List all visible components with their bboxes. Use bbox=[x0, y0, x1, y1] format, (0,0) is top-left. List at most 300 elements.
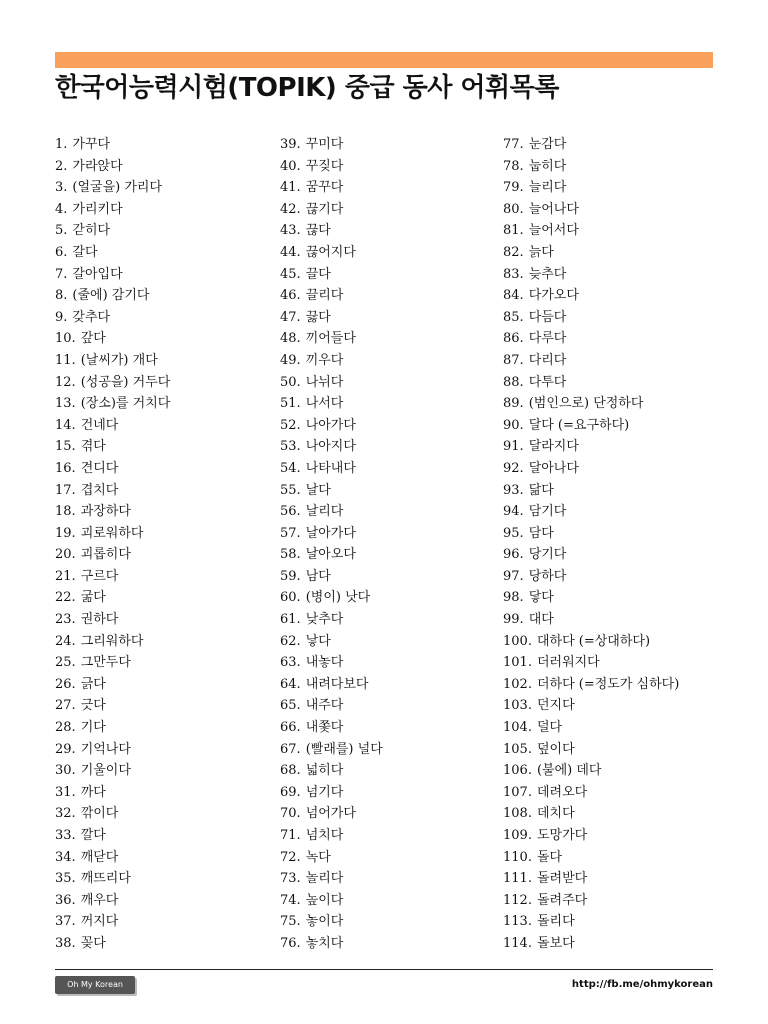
vocab-word: 돌려받다 bbox=[536, 871, 588, 887]
vocab-word: 날리다 bbox=[305, 504, 344, 520]
vocab-item bbox=[503, 631, 679, 653]
vocab-number: 37. bbox=[55, 914, 76, 930]
vocab-word: 그리워하다 bbox=[80, 633, 144, 649]
vocab-item bbox=[55, 328, 106, 350]
vocab-item bbox=[280, 803, 383, 825]
vocab-number: 109. bbox=[503, 828, 532, 843]
vocab-number: 101. bbox=[503, 655, 532, 671]
vocab-item bbox=[55, 177, 163, 199]
vocab-item bbox=[503, 307, 679, 329]
vocab-number: 13. bbox=[55, 396, 76, 412]
vocab-number: 114. bbox=[503, 935, 532, 951]
vocab-word: 갇히다 bbox=[72, 223, 111, 239]
vocab-number: 21. bbox=[55, 568, 76, 584]
vocab-item bbox=[280, 177, 383, 199]
vocab-word: 넓히다 bbox=[305, 763, 344, 779]
vocab-column-3 bbox=[503, 134, 679, 955]
footer-url: http://fb.me/ohmykorean bbox=[571, 979, 713, 990]
vocab-item bbox=[503, 285, 679, 307]
vocab-word: 긁다 bbox=[80, 676, 106, 692]
vocab-item bbox=[55, 372, 171, 394]
vocab-word: 닿다 bbox=[528, 590, 554, 606]
vocab-word: 내려다보다 bbox=[305, 676, 369, 692]
vocab-number: 106. bbox=[503, 763, 532, 779]
vocab-word: 도망가다 bbox=[536, 828, 588, 843]
vocab-number: 80. bbox=[503, 201, 524, 217]
vocab-word: 대하다 (=상대하다) bbox=[536, 633, 651, 649]
vocab-item bbox=[280, 609, 383, 631]
vocab-word: (날씨가) 개다 bbox=[80, 352, 158, 368]
vocab-word: (얼굴을) 가리다 bbox=[72, 180, 163, 196]
vocab-word: 가리키다 bbox=[72, 201, 123, 217]
vocab-word: 높이다 bbox=[305, 892, 344, 908]
vocab-number: 48. bbox=[280, 331, 301, 347]
vocab-word: 달아나다 bbox=[528, 460, 579, 476]
vocab-word: 깨뜨리다 bbox=[80, 871, 131, 887]
vocab-number: 17. bbox=[55, 482, 76, 498]
vocab-item bbox=[503, 328, 679, 350]
vocab-item bbox=[55, 307, 111, 329]
vocab-word: 다가오다 bbox=[528, 288, 579, 304]
vocab-word: 기울이다 bbox=[80, 763, 131, 779]
vocab-number: 85. bbox=[503, 309, 524, 325]
vocab-item bbox=[280, 350, 383, 372]
vocab-number: 71. bbox=[280, 828, 301, 843]
vocab-number: 3. bbox=[55, 180, 68, 196]
vocab-item bbox=[503, 587, 679, 609]
vocab-item bbox=[280, 868, 383, 890]
vocab-number: 26. bbox=[55, 676, 76, 692]
vocab-number: 44. bbox=[280, 244, 301, 260]
vocab-word: (빨래를) 널다 bbox=[305, 741, 383, 757]
vocab-item bbox=[503, 264, 679, 286]
vocab-item bbox=[503, 911, 679, 933]
vocab-item bbox=[280, 825, 383, 847]
vocab-number: 39. bbox=[280, 137, 301, 152]
vocab-word: 가라앉다 bbox=[72, 158, 123, 174]
vocab-item bbox=[55, 480, 119, 502]
vocab-item bbox=[55, 199, 123, 221]
vocab-number: 10. bbox=[55, 331, 76, 347]
vocab-word: 넘기다 bbox=[305, 784, 344, 800]
vocab-number: 42. bbox=[280, 201, 301, 217]
vocab-item bbox=[55, 436, 106, 458]
vocab-item bbox=[503, 501, 679, 523]
vocab-word: 깨닫다 bbox=[80, 849, 119, 865]
vocab-number: 22. bbox=[55, 590, 76, 606]
vocab-word: 긋다 bbox=[80, 698, 106, 714]
vocab-word: 기억나다 bbox=[80, 741, 131, 757]
vocab-number: 19. bbox=[55, 525, 76, 541]
vocab-word: 갈아입다 bbox=[72, 266, 123, 282]
vocab-number: 111. bbox=[503, 871, 532, 887]
vocab-item bbox=[280, 717, 383, 739]
vocab-item bbox=[503, 847, 679, 869]
vocab-item bbox=[503, 436, 679, 458]
vocab-number: 33. bbox=[55, 828, 76, 843]
vocab-word: 데치다 bbox=[536, 806, 575, 822]
vocab-item bbox=[55, 890, 119, 912]
vocab-column-1 bbox=[55, 134, 171, 955]
vocab-word: 과장하다 bbox=[80, 504, 131, 520]
vocab-word: 덮이다 bbox=[536, 741, 575, 757]
vocab-number: 5. bbox=[55, 223, 68, 239]
vocab-number: 29. bbox=[55, 741, 76, 757]
vocab-item bbox=[55, 825, 106, 847]
vocab-item bbox=[503, 350, 679, 372]
vocab-number: 34. bbox=[55, 849, 76, 865]
vocab-word: 닮다 bbox=[528, 482, 554, 498]
vocab-word: 넘치다 bbox=[305, 828, 344, 843]
vocab-word: 놓치다 bbox=[305, 935, 344, 951]
vocab-word: 갖추다 bbox=[72, 309, 111, 325]
vocab-item bbox=[503, 782, 679, 804]
vocab-word: 내놓다 bbox=[305, 655, 344, 671]
vocab-word: 더러워지다 bbox=[536, 655, 600, 671]
vocab-number: 99. bbox=[503, 612, 524, 628]
vocab-number: 78. bbox=[503, 158, 524, 174]
vocab-item bbox=[503, 458, 679, 480]
vocab-item bbox=[55, 695, 106, 717]
vocab-item bbox=[55, 933, 106, 955]
vocab-item bbox=[55, 220, 111, 242]
vocab-word: 가꾸다 bbox=[72, 137, 111, 152]
vocab-number: 64. bbox=[280, 676, 301, 692]
vocab-item bbox=[503, 609, 679, 631]
vocab-word: 기다 bbox=[80, 720, 106, 736]
vocab-item bbox=[280, 501, 383, 523]
oh-my-korean-logo: Oh My Korean bbox=[55, 976, 135, 994]
vocab-word: (줄에) 감기다 bbox=[72, 288, 150, 304]
vocab-number: 55. bbox=[280, 482, 301, 498]
vocab-word: (병이) 낫다 bbox=[305, 590, 371, 606]
vocab-item bbox=[55, 911, 119, 933]
vocab-word: 까다 bbox=[80, 784, 106, 800]
vocab-word: 끊기다 bbox=[305, 201, 344, 217]
vocab-number: 36. bbox=[55, 892, 76, 908]
vocab-word: 데려오다 bbox=[536, 784, 588, 800]
vocab-number: 25. bbox=[55, 655, 76, 671]
vocab-word: 꺼지다 bbox=[80, 914, 119, 930]
vocab-item bbox=[503, 372, 679, 394]
vocab-word: 다리다 bbox=[528, 352, 567, 368]
vocab-word: 덜다 bbox=[536, 720, 563, 736]
vocab-item bbox=[55, 393, 171, 415]
vocab-item bbox=[55, 631, 144, 653]
vocab-word: 다듬다 bbox=[528, 309, 567, 325]
vocab-item bbox=[503, 242, 679, 264]
vocab-item bbox=[503, 825, 679, 847]
vocab-number: 83. bbox=[503, 266, 524, 282]
vocab-item bbox=[503, 523, 679, 545]
vocab-number: 16. bbox=[55, 460, 76, 476]
vocab-item bbox=[55, 803, 119, 825]
vocab-item bbox=[503, 393, 679, 415]
vocab-word: 다루다 bbox=[528, 331, 567, 347]
vocab-number: 69. bbox=[280, 784, 301, 800]
vocab-number: 7. bbox=[55, 266, 68, 282]
vocab-word: 깎이다 bbox=[80, 806, 119, 822]
vocab-number: 38. bbox=[55, 935, 76, 951]
vocab-word: 깔다 bbox=[80, 828, 106, 843]
vocab-word: 늦추다 bbox=[528, 266, 567, 282]
vocab-word: 더하다 (=정도가 심하다) bbox=[536, 676, 680, 692]
vocab-number: 107. bbox=[503, 784, 532, 800]
vocab-number: 6. bbox=[55, 244, 68, 260]
vocab-item bbox=[55, 134, 111, 156]
vocab-word: 그만두다 bbox=[80, 655, 131, 671]
vocab-item bbox=[55, 285, 150, 307]
vocab-number: 53. bbox=[280, 439, 301, 455]
vocab-item bbox=[280, 134, 383, 156]
vocab-word: 굶다 bbox=[80, 590, 106, 606]
vocab-word: 넘어가다 bbox=[305, 806, 356, 822]
vocab-word: (불에) 데다 bbox=[536, 763, 602, 779]
vocab-word: 끊다 bbox=[305, 223, 331, 239]
vocab-number: 47. bbox=[280, 309, 301, 325]
vocab-number: 92. bbox=[503, 460, 524, 476]
vocab-word: 늘어서다 bbox=[528, 223, 579, 239]
vocab-item bbox=[280, 372, 383, 394]
vocab-number: 40. bbox=[280, 158, 301, 174]
vocab-number: 70. bbox=[280, 806, 301, 822]
vocab-word: 당하다 bbox=[528, 568, 567, 584]
vocab-item bbox=[280, 890, 383, 912]
vocab-word: 낮추다 bbox=[305, 612, 344, 628]
vocab-item bbox=[280, 674, 383, 696]
vocab-number: 113. bbox=[503, 914, 532, 930]
vocab-item bbox=[503, 760, 679, 782]
vocab-number: 59. bbox=[280, 568, 301, 584]
vocab-item bbox=[55, 587, 106, 609]
vocab-item bbox=[280, 328, 383, 350]
vocab-item bbox=[280, 199, 383, 221]
vocab-number: 98. bbox=[503, 590, 524, 606]
vocab-word: 권하다 bbox=[80, 612, 119, 628]
vocab-number: 27. bbox=[55, 698, 76, 714]
vocab-number: 110. bbox=[503, 849, 532, 865]
vocab-number: 100. bbox=[503, 633, 532, 649]
vocab-word: 놓이다 bbox=[305, 914, 344, 930]
vocab-item bbox=[503, 803, 679, 825]
vocab-number: 28. bbox=[55, 720, 76, 736]
vocab-word: 나아가다 bbox=[305, 417, 356, 433]
vocab-number: 45. bbox=[280, 266, 301, 282]
vocab-word: 낳다 bbox=[305, 633, 331, 649]
vocab-word: 괴롭히다 bbox=[80, 547, 131, 563]
vocab-item bbox=[503, 544, 679, 566]
vocab-word: 담기다 bbox=[528, 504, 567, 520]
vocab-number: 23. bbox=[55, 612, 76, 628]
vocab-word: 꿈꾸다 bbox=[305, 180, 344, 196]
vocab-word: 돌보다 bbox=[536, 935, 575, 951]
vocab-word: 날아가다 bbox=[305, 525, 356, 541]
vocab-item bbox=[503, 933, 679, 955]
vocab-item bbox=[55, 566, 119, 588]
vocab-number: 68. bbox=[280, 763, 301, 779]
vocab-item bbox=[503, 134, 679, 156]
vocab-number: 73. bbox=[280, 871, 301, 887]
vocab-item bbox=[280, 436, 383, 458]
vocab-word: 깨우다 bbox=[80, 892, 119, 908]
vocab-item bbox=[280, 415, 383, 437]
vocab-number: 74. bbox=[280, 892, 301, 908]
vocab-item bbox=[503, 177, 679, 199]
vocab-item bbox=[55, 652, 131, 674]
vocab-word: 눈감다 bbox=[528, 137, 567, 152]
vocab-number: 75. bbox=[280, 914, 301, 930]
vocab-number: 32. bbox=[55, 806, 76, 822]
vocab-number: 77. bbox=[503, 137, 524, 152]
vocab-item bbox=[503, 652, 679, 674]
vocab-item bbox=[55, 458, 119, 480]
vocab-item bbox=[503, 566, 679, 588]
vocab-word: 꽂다 bbox=[80, 935, 106, 951]
vocab-number: 46. bbox=[280, 288, 301, 304]
vocab-number: 97. bbox=[503, 568, 524, 584]
vocab-number: 90. bbox=[503, 417, 524, 433]
vocab-item bbox=[503, 890, 679, 912]
vocab-number: 52. bbox=[280, 417, 301, 433]
vocab-number: 50. bbox=[280, 374, 301, 390]
vocab-number: 60. bbox=[280, 590, 301, 606]
vocab-item bbox=[503, 156, 679, 178]
vocab-item bbox=[55, 523, 144, 545]
vocab-item bbox=[55, 609, 119, 631]
vocab-number: 57. bbox=[280, 525, 301, 541]
vocab-word: 나타내다 bbox=[305, 460, 356, 476]
vocab-word: (성공을) 거두다 bbox=[80, 374, 171, 390]
vocab-word: 겹치다 bbox=[80, 482, 119, 498]
vocab-word: 끊어지다 bbox=[305, 244, 356, 260]
vocab-item bbox=[280, 566, 383, 588]
vocab-word: 나서다 bbox=[305, 396, 344, 412]
vocab-word: 돌리다 bbox=[536, 914, 575, 930]
vocab-item bbox=[55, 415, 119, 437]
vocab-item bbox=[55, 739, 131, 761]
vocab-number: 11. bbox=[55, 352, 76, 368]
vocab-number: 65. bbox=[280, 698, 301, 714]
vocab-number: 14. bbox=[55, 417, 76, 433]
vocab-item bbox=[55, 847, 119, 869]
vocab-number: 62. bbox=[280, 633, 301, 649]
vocab-number: 35. bbox=[55, 871, 76, 887]
vocab-item bbox=[280, 782, 383, 804]
vocab-number: 103. bbox=[503, 698, 532, 714]
vocab-number: 76. bbox=[280, 935, 301, 951]
vocab-word: 건네다 bbox=[80, 417, 119, 433]
vocab-item bbox=[55, 264, 123, 286]
vocab-number: 91. bbox=[503, 439, 524, 455]
vocab-item bbox=[55, 760, 131, 782]
vocab-word: 녹다 bbox=[305, 849, 331, 865]
vocab-number: 96. bbox=[503, 547, 524, 563]
vocab-item bbox=[280, 933, 383, 955]
vocab-item bbox=[503, 717, 679, 739]
vocab-word: 꾸짖다 bbox=[305, 158, 344, 174]
vocab-number: 2. bbox=[55, 158, 68, 174]
vocab-item bbox=[55, 674, 106, 696]
vocab-word: 돌려주다 bbox=[536, 892, 588, 908]
vocab-column-2 bbox=[280, 134, 383, 955]
vocab-word: 나뉘다 bbox=[305, 374, 344, 390]
vocab-word: 달다 (=요구하다) bbox=[528, 417, 630, 433]
vocab-item bbox=[503, 199, 679, 221]
vocab-number: 66. bbox=[280, 720, 301, 736]
vocab-item bbox=[280, 847, 383, 869]
vocab-number: 82. bbox=[503, 244, 524, 260]
vocab-item bbox=[55, 544, 131, 566]
vocab-number: 108. bbox=[503, 806, 532, 822]
vocab-word: 갈다 bbox=[72, 244, 98, 260]
header-accent-bar bbox=[55, 52, 713, 68]
vocab-item bbox=[503, 415, 679, 437]
vocab-number: 81. bbox=[503, 223, 524, 239]
vocab-item bbox=[280, 695, 383, 717]
vocab-word: 던지다 bbox=[536, 698, 575, 714]
vocab-number: 84. bbox=[503, 288, 524, 304]
page-title: 한국어능력시험(TOPIK) 중급 동사 어휘목록 bbox=[55, 73, 559, 103]
vocab-word: 늙다 bbox=[528, 244, 554, 260]
vocab-item bbox=[280, 307, 383, 329]
vocab-number: 31. bbox=[55, 784, 76, 800]
vocab-number: 4. bbox=[55, 201, 68, 217]
vocab-number: 88. bbox=[503, 374, 524, 390]
vocab-word: 끼우다 bbox=[305, 352, 344, 368]
vocab-item bbox=[503, 739, 679, 761]
vocab-word: 괴로워하다 bbox=[80, 525, 144, 541]
vocab-word: 늘리다 bbox=[528, 180, 567, 196]
vocab-item bbox=[503, 674, 679, 696]
vocab-word: 돌다 bbox=[536, 849, 563, 865]
vocab-number: 87. bbox=[503, 352, 524, 368]
vocab-word: 꾸미다 bbox=[305, 137, 344, 152]
vocab-item bbox=[280, 458, 383, 480]
vocab-item bbox=[503, 868, 679, 890]
vocab-item bbox=[280, 264, 383, 286]
vocab-number: 94. bbox=[503, 504, 524, 520]
vocab-word: 담다 bbox=[528, 525, 554, 541]
vocab-number: 20. bbox=[55, 547, 76, 563]
vocab-word: 끌다 bbox=[305, 266, 331, 282]
vocab-word: 구르다 bbox=[80, 568, 119, 584]
vocab-item bbox=[280, 523, 383, 545]
vocab-word: 당기다 bbox=[528, 547, 567, 563]
footer-divider bbox=[55, 969, 713, 970]
vocab-item bbox=[280, 220, 383, 242]
vocab-item bbox=[503, 480, 679, 502]
vocab-number: 102. bbox=[503, 676, 532, 692]
vocab-number: 51. bbox=[280, 396, 301, 412]
vocab-word: 내주다 bbox=[305, 698, 344, 714]
vocab-item bbox=[55, 156, 123, 178]
vocab-word: 나아지다 bbox=[305, 439, 356, 455]
vocab-item bbox=[280, 760, 383, 782]
vocab-number: 41. bbox=[280, 180, 301, 196]
vocab-number: 1. bbox=[55, 137, 68, 152]
vocab-word: 겪다 bbox=[80, 439, 106, 455]
vocab-number: 8. bbox=[55, 288, 68, 304]
vocab-number: 79. bbox=[503, 180, 524, 196]
vocab-number: 104. bbox=[503, 720, 532, 736]
vocab-number: 15. bbox=[55, 439, 76, 455]
vocab-number: 9. bbox=[55, 309, 68, 325]
vocab-item bbox=[280, 544, 383, 566]
vocab-item bbox=[503, 695, 679, 717]
vocab-word: 놀리다 bbox=[305, 871, 344, 887]
vocab-item bbox=[55, 782, 106, 804]
vocab-number: 105. bbox=[503, 741, 532, 757]
